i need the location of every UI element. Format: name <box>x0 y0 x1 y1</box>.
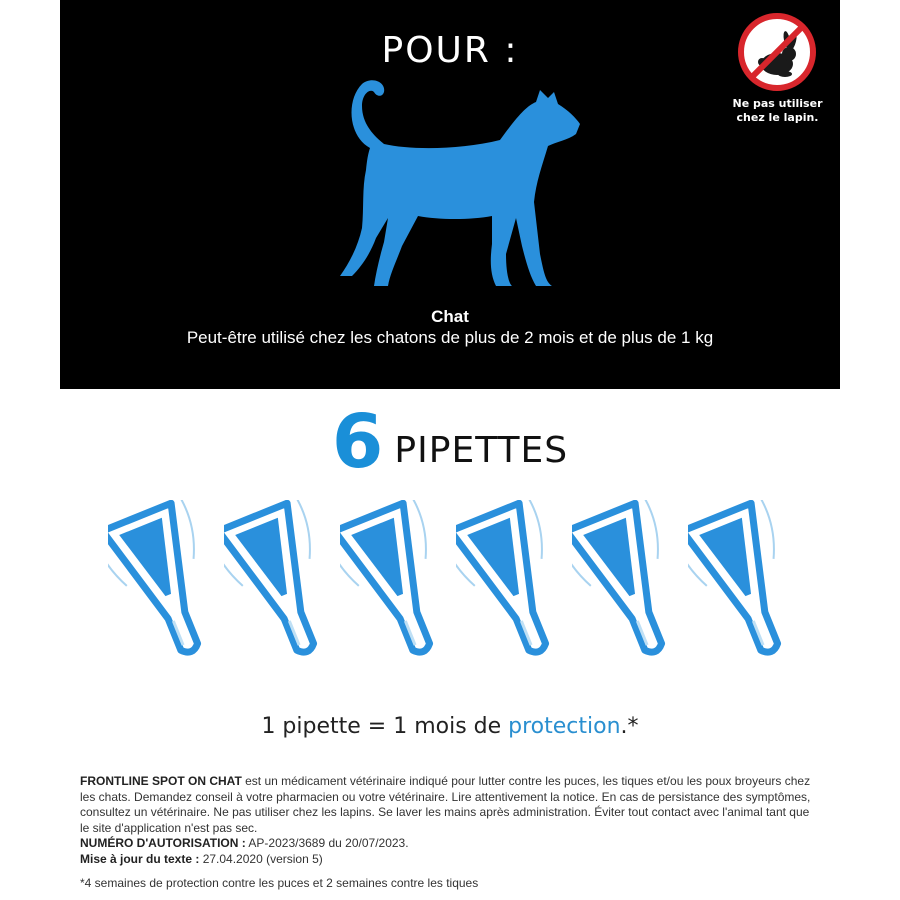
target-species-panel <box>60 0 840 389</box>
legal-notice <box>80 774 820 867</box>
update-value: 27.04.2020 (version 5) <box>199 851 323 866</box>
legal-description: est un médicament vétérinaire indiqué pour lutter contre les puces, les tiques et/ou les poux broyeurs chez les chats. Demandez conseil à votre pharmacien ou votre vétérinaire. Lire attentivement la notice. En cas de persistance des symptômes, consultez un vétérinaire. Ne pas utiliser chez les lapins. Se laver les mains après administration. Éviter tout contact avec l'animal tant que le site d'application n'est pas sec. <box>80 774 811 835</box>
update-label: Mise à jour du texte : <box>80 851 200 866</box>
species-name: Chat <box>431 307 469 326</box>
authorization-value: AP-2023/3689 du 20/07/2023. <box>245 836 409 850</box>
pipette-count-label: PIPETTES <box>394 430 569 471</box>
duration-highlight: protection <box>508 714 621 739</box>
pipette-icon <box>224 500 334 665</box>
legal-product-name: FRONTLINE SPOT ON CHAT <box>80 774 242 788</box>
pipette-icon <box>572 500 682 665</box>
pipette-count-heading <box>0 400 900 484</box>
panel-title: POUR : <box>381 30 519 71</box>
no-rabbit-icon <box>737 12 817 92</box>
cat-silhouette-icon <box>340 78 580 290</box>
pipette-icon <box>688 500 798 665</box>
pipette-icon <box>340 500 450 665</box>
duration-statement <box>0 714 900 739</box>
duration-prefix: 1 pipette = 1 mois de <box>261 714 509 739</box>
authorization-line <box>80 836 820 852</box>
species-description: Peut-être utilisé chez les chatons de plus de 2 mois et de plus de 1 kg <box>186 328 714 347</box>
update-line <box>80 852 820 868</box>
protection-footnote: *4 semaines de protection contre les puces et 2 semaines contre les tiques <box>80 876 479 890</box>
pipette-icon <box>108 500 218 665</box>
no-rabbit-warning: Ne pas utiliser chez le lapin. <box>732 97 823 124</box>
pipette-count-number: 6 <box>331 399 384 485</box>
legal-description-paragraph <box>80 774 820 836</box>
pipette-icon <box>456 500 566 665</box>
authorization-label: NUMÉRO D'AUTORISATION : <box>80 836 246 850</box>
duration-suffix: .* <box>620 714 639 739</box>
pipette-row <box>108 500 798 670</box>
